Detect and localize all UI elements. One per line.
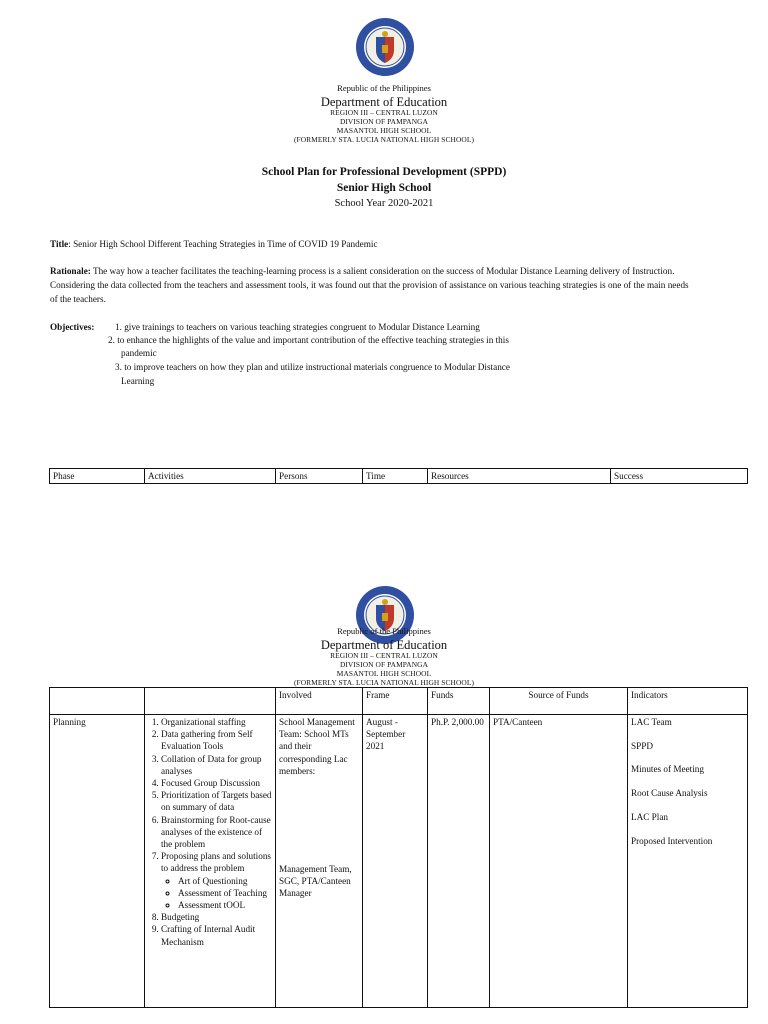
deped-seal-page2 bbox=[355, 585, 415, 645]
list-item bbox=[161, 850, 272, 911]
list-item: ◦ Assessment tOOL bbox=[178, 899, 272, 911]
col-persons: Persons bbox=[276, 469, 363, 484]
list-item-label: Proposing plans and solutions to address the problem bbox=[161, 851, 271, 874]
department-name: Department of Education bbox=[320, 95, 448, 109]
indicator-item: Proposed Intervention bbox=[631, 835, 713, 846]
list-item: 1. Organizational staffing bbox=[161, 716, 272, 728]
activities-list bbox=[148, 716, 272, 948]
header-cell-frame: Frame bbox=[363, 688, 428, 715]
source-cell: PTA/Canteen bbox=[490, 715, 628, 1008]
indicator-item: LAC Plan bbox=[631, 811, 669, 822]
objective-3-cont: Learning bbox=[121, 376, 155, 386]
indicator-item: SPPD bbox=[631, 740, 653, 751]
sub-activities-list bbox=[161, 875, 272, 912]
rationale-text: The way how a teacher facilitates the teaching-learning process is a salient consideration on the success of Modular Distance Learning delivery of Instruction. Considering the data collected from the teachers and assessment tools, it was found out that the provision of assistance on various teaching strategies is one of the main needs of the teachers. bbox=[50, 266, 689, 304]
plan-subtitle: Senior High School bbox=[336, 182, 432, 194]
school-year: School Year 2020-2021 bbox=[334, 198, 434, 209]
former-name-line-page2: (FORMERLY STA. LUCIA NATIONAL HIGH SCHOOL) bbox=[293, 678, 475, 687]
header-cell-funds: Funds bbox=[428, 688, 490, 715]
school-line: MASANTOL HIGH SCHOOL bbox=[336, 126, 432, 135]
list-item: 6. Brainstorming for Root-cause analyses of the existence of the problem bbox=[161, 814, 272, 851]
indicator-item: LAC Team bbox=[631, 717, 672, 727]
plan-table-header-row bbox=[50, 688, 748, 715]
school-line-page2: MASANTOL HIGH SCHOOL bbox=[336, 669, 432, 678]
objective-3: 3. to improve teachers on how they plan and utilize instructional materials congruence to Modular Distance bbox=[115, 362, 510, 372]
title-text: : Senior High School Different Teaching Strategies in Time of COVID 19 Pandemic bbox=[68, 239, 378, 249]
list-item: 9. Crafting of Internal Audit Mechanism bbox=[161, 923, 272, 947]
rationale-paragraph bbox=[50, 264, 690, 306]
list-item: 3. Collation of Data for group analyses bbox=[161, 753, 272, 777]
col-time: Time bbox=[363, 469, 428, 484]
header-cell-involved: Involved bbox=[276, 688, 363, 715]
persons-cell bbox=[276, 715, 363, 1008]
region-line-page2: REGION III – CENTRAL LUZON bbox=[330, 651, 438, 660]
header-cell-source: Source of Funds bbox=[490, 688, 628, 715]
department-name-page2: Department of Education bbox=[320, 638, 448, 652]
objective-2-cont: pandemic bbox=[121, 348, 157, 358]
former-name-line: (FORMERLY STA. LUCIA NATIONAL HIGH SCHOOL) bbox=[293, 135, 475, 144]
title-paragraph bbox=[50, 237, 720, 251]
list-item: 4. Focused Group Discussion bbox=[161, 777, 272, 789]
header-cell-activities bbox=[145, 688, 276, 715]
indicator-item: Root Cause Analysis bbox=[631, 788, 708, 799]
persons-primary: School Management Team: School MTs and their corresponding Lac members: bbox=[279, 717, 355, 776]
activities-cell bbox=[145, 715, 276, 1008]
list-item: ◦ Art of Questioning bbox=[178, 875, 272, 887]
objective-1: 1. give trainings to teachers on various teaching strategies congruent to Modular Distance Learning bbox=[115, 322, 480, 332]
phase-cell: Planning bbox=[50, 715, 145, 1008]
header-cell-phase bbox=[50, 688, 145, 715]
region-line: REGION III – CENTRAL LUZON bbox=[330, 108, 438, 117]
list-item: 5. Prioritization of Targets based on summary of data bbox=[161, 789, 272, 813]
time-cell: August - September 2021 bbox=[363, 715, 428, 1008]
header-cell-indicators: Indicators bbox=[628, 688, 748, 715]
rationale-label: Rationale: bbox=[50, 266, 91, 276]
persons-secondary: Management Team, SGC, PTA/Canteen Manager bbox=[279, 864, 352, 899]
list-item: 2. Data gathering from Self Evaluation Tools bbox=[161, 728, 272, 752]
plan-title: School Plan for Professional Development (SPPD) bbox=[261, 166, 507, 178]
header-table-row bbox=[50, 469, 748, 484]
objectives-label: Objectives: bbox=[50, 322, 95, 332]
list-item: 8. Budgeting bbox=[161, 911, 272, 923]
title-label: Title bbox=[50, 239, 69, 249]
col-resources: Resources bbox=[428, 469, 611, 484]
col-success: Success bbox=[611, 469, 748, 484]
division-line-page2: DIVISION OF PAMPANGA bbox=[339, 660, 429, 669]
deped-seal bbox=[355, 17, 415, 77]
table-row bbox=[50, 715, 748, 1008]
list-item: ◦ Assessment of Teaching bbox=[178, 887, 272, 899]
header-table bbox=[49, 468, 748, 484]
col-activities: Activities bbox=[145, 469, 276, 484]
republic-line-page2: Republic of the Philippines bbox=[337, 626, 431, 636]
col-phase: Phase bbox=[50, 469, 145, 484]
indicators-cell bbox=[628, 715, 748, 1008]
objective-2: 2. to enhance the highlights of the value and important contribution of the effective teaching strategies in this bbox=[108, 335, 509, 345]
republic-line: Republic of the Philippines bbox=[337, 83, 431, 93]
division-line: DIVISION OF PAMPANGA bbox=[339, 117, 429, 126]
plan-table bbox=[49, 687, 748, 1008]
indicator-item: Minutes of Meeting bbox=[631, 764, 704, 775]
funds-cell: Ph.P. 2,000.00 bbox=[428, 715, 490, 1008]
